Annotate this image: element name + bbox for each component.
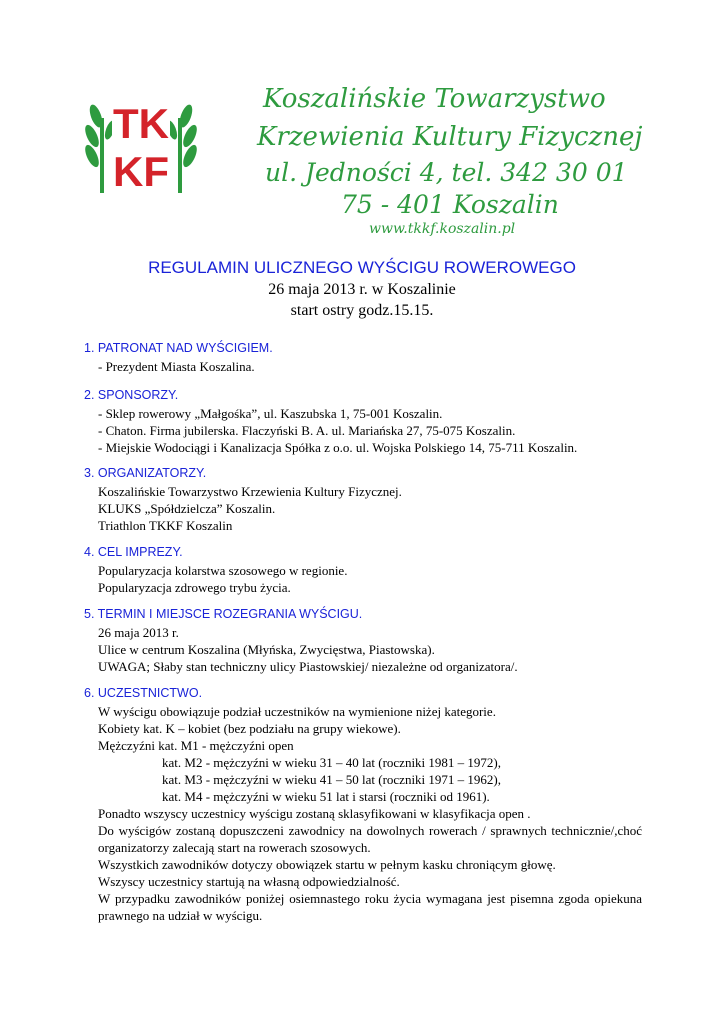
list-item: Do wyścigów zostaną dopuszczeni zawodnicy na dowolnych rowerach / sprawnych technicznie/,choć organizatorzy zalecają start na rowerach szosowych. (98, 823, 642, 855)
section-date-place (84, 606, 644, 675)
section-heading: 5. TERMIN I MIEJSCE ROZEGRANIA WYŚCIGU. (84, 607, 363, 621)
svg-text:TK: TK (113, 100, 169, 147)
section-heading: 6. UCZESTNICTWO. (84, 686, 203, 700)
list-item: kat. M2 - mężczyźni w wieku 31 – 40 lat (roczniki 1981 – 1972), (162, 755, 501, 770)
section-heading: 3. ORGANIZATORZY. (84, 466, 207, 480)
section-goal (84, 544, 644, 596)
document-title: REGULAMIN ULICZNEGO WYŚCIGU ROWEROWEGO (148, 258, 576, 277)
section-organizers (84, 465, 644, 534)
list-item: Mężczyźni kat. M1 - mężczyźni open (98, 738, 294, 753)
section-sponsors (84, 387, 644, 456)
list-item: UWAGA; Słaby stan techniczny ulicy Piastowskiej/ niezależne od organizatora/. (98, 659, 518, 674)
org-name-line2: Krzewienia Kultury Fizycznej (257, 122, 643, 152)
section-participation (84, 685, 644, 924)
section-heading: 1. PATRONAT NAD WYŚCIGIEM. (84, 341, 273, 355)
section-heading: 2. SPONSORZY. (84, 388, 179, 402)
list-item: - Chaton. Firma jubilerska. Flaczyński B. A. ul. Mariańska 27, 75-075 Koszalin. (98, 423, 516, 438)
list-item: KLUKS „Spółdzielcza” Koszalin. (98, 501, 276, 516)
tkkf-logo (82, 88, 200, 198)
list-item: W wyścigu obowiązuje podział uczestników na wymienione niżej kategorie. (98, 704, 496, 719)
svg-text:KF: KF (113, 148, 169, 195)
postal-line: 75 - 401 Koszalin (341, 190, 559, 219)
list-item: Ponadto wszyscy uczestnicy wyścigu zostaną sklasyfikowani w klasyfikacja open . (98, 806, 531, 821)
event-date: 26 maja 2013 r. w Koszalinie (268, 281, 456, 298)
address-line: ul. Jedności 4, tel. 342 30 01 (265, 158, 628, 187)
start-time: start ostry godz.15.15. (290, 302, 434, 319)
list-item: Wszystkich zawodników dotyczy obowiązek startu w pełnym kasku chroniącym głowę. (98, 857, 556, 872)
org-name-line1: Koszalińskie Towarzystwo (263, 84, 606, 114)
list-item: Koszalińskie Towarzystwo Krzewienia Kultury Fizycznej. (98, 484, 402, 499)
list-item: 26 maja 2013 r. (98, 625, 179, 640)
list-item: Popularyzacja kolarstwa szosowego w regionie. (98, 563, 348, 578)
list-item: Wszyscy uczestnicy startują na własną odpowiedzialność. (98, 874, 400, 889)
list-item: - Sklep rowerowy „Małgośka”, ul. Kaszubska 1, 75-001 Koszalin. (98, 406, 443, 421)
list-item: kat. M4 - mężczyźni w wieku 51 lat i starsi (roczniki od 1961). (162, 789, 490, 804)
list-item: Kobiety kat. K – kobiet (bez podziału na grupy wiekowe). (98, 721, 401, 736)
list-item: Popularyzacja zdrowego trybu życia. (98, 580, 291, 595)
section-heading: 4. CEL IMPREZY. (84, 545, 183, 559)
section-patronage (84, 340, 644, 375)
list-item: Ulice w centrum Koszalina (Młyńska, Zwycięstwa, Piastowska). (98, 642, 435, 657)
list-item: - Miejskie Wodociągi i Kanalizacja Spółka z o.o. ul. Wojska Polskiego 14, 75-711 Koszalin. (98, 440, 578, 455)
list-item: W przypadku zawodników poniżej osiemnastego roku życia wymagana jest pisemna zgoda opiekuna prawnego na udział w wyścigu. (98, 891, 642, 923)
list-item: kat. M3 - mężczyźni w wieku 41 – 50 lat (roczniki 1971 – 1962), (162, 772, 501, 787)
list-item: - Prezydent Miasta Koszalina. (98, 359, 255, 374)
website-link[interactable]: www.tkkf.koszalin.pl (369, 221, 516, 237)
list-item: Triathlon TKKF Koszalin (98, 518, 233, 533)
